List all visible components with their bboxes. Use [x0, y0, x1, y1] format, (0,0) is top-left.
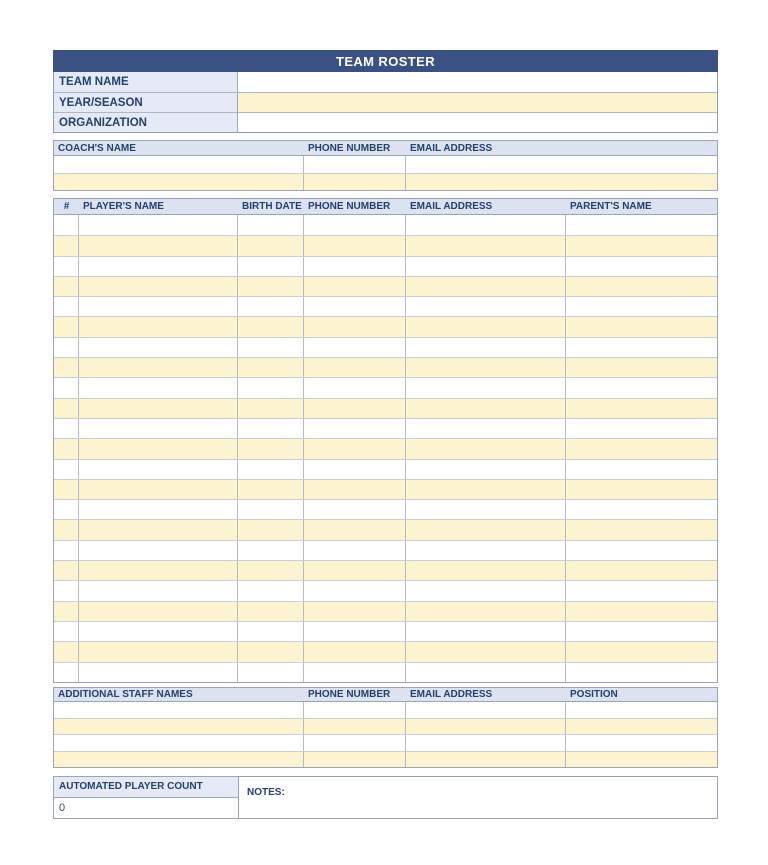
player-cell-parent-s-name[interactable]	[566, 297, 719, 316]
staff-cell-position[interactable]	[566, 735, 719, 750]
coach-cell-phone-number[interactable]	[304, 156, 406, 173]
player-cell-email-address[interactable]	[406, 317, 566, 336]
player-cell-email-address[interactable]	[406, 338, 566, 357]
player-cell-birth-date[interactable]	[238, 338, 304, 357]
player-cell-parent-s-name[interactable]	[566, 277, 719, 296]
player-cell-parent-s-name[interactable]	[566, 399, 719, 418]
staff-cell-additional-staff-names[interactable]	[54, 735, 304, 750]
player-cell-email-address[interactable]	[406, 500, 566, 519]
player-cell-parent-s-name[interactable]	[566, 215, 719, 235]
staff-cell-additional-staff-names[interactable]	[54, 702, 304, 718]
notes-label: NOTES:	[247, 786, 285, 798]
team-name-row	[54, 72, 717, 92]
player-cell-birth-date[interactable]	[238, 358, 304, 377]
player-cell-phone-number[interactable]	[304, 439, 406, 458]
player-cell-birth-date[interactable]	[238, 602, 304, 621]
player-cell-parent-s-name[interactable]	[566, 317, 719, 336]
player-cell-player-s-name[interactable]	[79, 419, 238, 438]
player-cell-birth-date[interactable]	[238, 541, 304, 560]
player-cell-parent-s-name[interactable]	[566, 338, 719, 357]
player-row	[54, 540, 717, 560]
player-cell-col0[interactable]	[54, 338, 79, 357]
player-cell-parent-s-name[interactable]	[566, 622, 719, 641]
player-row	[54, 519, 717, 539]
player-cell-birth-date[interactable]	[238, 215, 304, 235]
player-cell-birth-date[interactable]	[238, 663, 304, 682]
player-row	[54, 560, 717, 580]
player-row	[54, 580, 717, 600]
player-cell-birth-date[interactable]	[238, 419, 304, 438]
player-cell-email-address[interactable]	[406, 358, 566, 377]
staff-header-position: POSITION	[570, 688, 618, 700]
player-cell-email-address[interactable]	[406, 277, 566, 296]
player-cell-col0[interactable]	[54, 277, 79, 296]
player-cell-col0[interactable]	[54, 317, 79, 336]
player-row	[54, 377, 717, 397]
player-cell-email-address[interactable]	[406, 581, 566, 600]
year-season-input[interactable]	[238, 93, 717, 112]
player-cell-parent-s-name[interactable]	[566, 460, 719, 479]
player-cell-col0[interactable]	[54, 378, 79, 397]
player-cell-email-address[interactable]	[406, 520, 566, 539]
player-row	[54, 479, 717, 499]
coach-header-phone-number: PHONE NUMBER	[308, 142, 391, 154]
player-cell-col0[interactable]	[54, 297, 79, 316]
notes-cell[interactable]	[239, 777, 717, 818]
player-cell-player-s-name[interactable]	[79, 480, 238, 499]
coach-row	[54, 156, 717, 173]
player-cell-phone-number[interactable]	[304, 520, 406, 539]
staff-cell-phone-number[interactable]	[304, 719, 406, 734]
player-cell-birth-date[interactable]	[238, 520, 304, 539]
player-cell-phone-number[interactable]	[304, 378, 406, 397]
player-cell-col0[interactable]	[54, 581, 79, 600]
player-header-birth-date: BIRTH DATE	[242, 201, 302, 212]
player-cell-col0[interactable]	[54, 622, 79, 641]
staff-row	[54, 734, 717, 750]
player-header-row	[54, 199, 717, 215]
player-table	[53, 198, 718, 683]
organization-label: ORGANIZATION	[54, 113, 238, 132]
player-cell-email-address[interactable]	[406, 439, 566, 458]
player-header-email-address: EMAIL ADDRESS	[410, 201, 493, 212]
player-cell-phone-number[interactable]	[304, 460, 406, 479]
sheet-title: TEAM ROSTER	[335, 53, 435, 69]
staff-header-email-address: EMAIL ADDRESS	[410, 688, 493, 700]
player-cell-player-s-name[interactable]	[79, 520, 238, 539]
player-cell-col0[interactable]	[54, 480, 79, 499]
coach-cell-email-address[interactable]	[406, 174, 719, 190]
player-cell-email-address[interactable]	[406, 480, 566, 499]
staff-cell-email-address[interactable]	[406, 719, 566, 734]
player-cell-birth-date[interactable]	[238, 257, 304, 276]
player-cell-parent-s-name[interactable]	[566, 419, 719, 438]
player-cell-parent-s-name[interactable]	[566, 663, 719, 682]
player-cell-col0[interactable]	[54, 419, 79, 438]
player-cell-birth-date[interactable]	[238, 622, 304, 641]
player-row	[54, 215, 717, 235]
player-header-player-s-name: PLAYER'S NAME	[83, 201, 164, 212]
coach-row	[54, 173, 717, 190]
coach-header-row	[54, 141, 717, 156]
player-cell-player-s-name[interactable]	[79, 561, 238, 580]
player-cell-email-address[interactable]	[406, 399, 566, 418]
player-row	[54, 641, 717, 661]
player-cell-email-address[interactable]	[406, 297, 566, 316]
player-cell-phone-number[interactable]	[304, 358, 406, 377]
staff-header-row	[54, 688, 717, 702]
player-cell-email-address[interactable]	[406, 541, 566, 560]
staff-cell-phone-number[interactable]	[304, 702, 406, 718]
player-cell-birth-date[interactable]	[238, 236, 304, 255]
organization-input[interactable]	[238, 113, 717, 132]
player-cell-email-address[interactable]	[406, 642, 566, 661]
player-cell-col0[interactable]	[54, 460, 79, 479]
player-cell-col0[interactable]	[54, 520, 79, 539]
player-cell-player-s-name[interactable]	[79, 338, 238, 357]
player-cell-birth-date[interactable]	[238, 581, 304, 600]
player-cell-player-s-name[interactable]	[79, 439, 238, 458]
player-row	[54, 235, 717, 255]
player-cell-col0[interactable]	[54, 236, 79, 255]
player-cell-phone-number[interactable]	[304, 236, 406, 255]
player-cell-parent-s-name[interactable]	[566, 561, 719, 580]
player-cell-email-address[interactable]	[406, 419, 566, 438]
player-cell-col0[interactable]	[54, 399, 79, 418]
player-cell-col0[interactable]	[54, 602, 79, 621]
player-cell-player-s-name[interactable]	[79, 500, 238, 519]
player-cell-parent-s-name[interactable]	[566, 257, 719, 276]
team-info-section	[53, 72, 718, 133]
player-cell-col0[interactable]	[54, 663, 79, 682]
player-cell-birth-date[interactable]	[238, 500, 304, 519]
player-cell-phone-number[interactable]	[304, 561, 406, 580]
player-cell-parent-s-name[interactable]	[566, 581, 719, 600]
player-cell-col0[interactable]	[54, 358, 79, 377]
player-cell-col0[interactable]	[54, 257, 79, 276]
player-cell-parent-s-name[interactable]	[566, 500, 719, 519]
player-cell-email-address[interactable]	[406, 622, 566, 641]
player-row	[54, 357, 717, 377]
player-cell-player-s-name[interactable]	[79, 581, 238, 600]
player-cell-parent-s-name[interactable]	[566, 236, 719, 255]
player-cell-email-address[interactable]	[406, 378, 566, 397]
player-cell-col0[interactable]	[54, 561, 79, 580]
team-name-label: TEAM NAME	[54, 72, 238, 92]
player-cell-phone-number[interactable]	[304, 500, 406, 519]
player-row	[54, 296, 717, 316]
coach-table	[53, 140, 718, 191]
staff-cell-email-address[interactable]	[406, 702, 566, 718]
year-season-row	[54, 92, 717, 112]
automated-player-count-label: AUTOMATED PLAYER COUNT	[54, 777, 238, 798]
player-cell-phone-number[interactable]	[304, 338, 406, 357]
staff-cell-position[interactable]	[566, 719, 719, 734]
coach-header-coach-s-name: COACH'S NAME	[58, 142, 136, 154]
player-cell-phone-number[interactable]	[304, 581, 406, 600]
player-cell-phone-number[interactable]	[304, 215, 406, 235]
player-cell-email-address[interactable]	[406, 460, 566, 479]
player-cell-col0[interactable]	[54, 439, 79, 458]
player-cell-phone-number[interactable]	[304, 663, 406, 682]
staff-cell-additional-staff-names[interactable]	[54, 719, 304, 734]
player-cell-phone-number[interactable]	[304, 480, 406, 499]
player-cell-phone-number[interactable]	[304, 297, 406, 316]
player-cell-birth-date[interactable]	[238, 460, 304, 479]
player-cell-email-address[interactable]	[406, 663, 566, 682]
coach-header-email-address: EMAIL ADDRESS	[410, 142, 493, 154]
player-header-col0: #	[63, 201, 70, 212]
player-cell-player-s-name[interactable]	[79, 277, 238, 296]
player-cell-player-s-name[interactable]	[79, 257, 238, 276]
player-cell-phone-number[interactable]	[304, 541, 406, 560]
player-row	[54, 438, 717, 458]
player-cell-player-s-name[interactable]	[79, 622, 238, 641]
player-cell-col0[interactable]	[54, 642, 79, 661]
player-cell-phone-number[interactable]	[304, 317, 406, 336]
player-cell-player-s-name[interactable]	[79, 602, 238, 621]
year-season-label: YEAR/SEASON	[54, 93, 238, 112]
player-row	[54, 337, 717, 357]
player-cell-birth-date[interactable]	[238, 277, 304, 296]
player-cell-parent-s-name[interactable]	[566, 642, 719, 661]
player-cell-player-s-name[interactable]	[79, 378, 238, 397]
player-cell-player-s-name[interactable]	[79, 460, 238, 479]
player-cell-birth-date[interactable]	[238, 399, 304, 418]
player-cell-birth-date[interactable]	[238, 439, 304, 458]
player-cell-parent-s-name[interactable]	[566, 439, 719, 458]
player-cell-birth-date[interactable]	[238, 561, 304, 580]
staff-row	[54, 702, 717, 718]
player-cell-parent-s-name[interactable]	[566, 602, 719, 621]
player-cell-player-s-name[interactable]	[79, 297, 238, 316]
player-cell-phone-number[interactable]	[304, 399, 406, 418]
player-cell-phone-number[interactable]	[304, 602, 406, 621]
player-cell-birth-date[interactable]	[238, 317, 304, 336]
player-row	[54, 276, 717, 296]
player-row	[54, 601, 717, 621]
automated-player-count-value: 0	[54, 798, 238, 818]
player-cell-email-address[interactable]	[406, 561, 566, 580]
player-cell-email-address[interactable]	[406, 215, 566, 235]
player-row	[54, 459, 717, 479]
player-row	[54, 662, 717, 682]
player-cell-player-s-name[interactable]	[79, 663, 238, 682]
player-cell-phone-number[interactable]	[304, 419, 406, 438]
player-row	[54, 316, 717, 336]
staff-row	[54, 751, 717, 767]
player-cell-player-s-name[interactable]	[79, 399, 238, 418]
player-row	[54, 418, 717, 438]
staff-row	[54, 718, 717, 734]
player-cell-player-s-name[interactable]	[79, 541, 238, 560]
player-cell-player-s-name[interactable]	[79, 236, 238, 255]
coach-cell-coach-s-name[interactable]	[54, 156, 304, 173]
player-cell-col0[interactable]	[54, 541, 79, 560]
staff-cell-phone-number[interactable]	[304, 735, 406, 750]
player-cell-birth-date[interactable]	[238, 642, 304, 661]
coach-cell-coach-s-name[interactable]	[54, 174, 304, 190]
coach-cell-email-address[interactable]	[406, 156, 719, 173]
player-cell-col0[interactable]	[54, 500, 79, 519]
staff-cell-email-address[interactable]	[406, 752, 566, 767]
player-header-phone-number: PHONE NUMBER	[308, 201, 391, 212]
player-row	[54, 398, 717, 418]
footer-section	[53, 776, 718, 819]
player-cell-player-s-name[interactable]	[79, 358, 238, 377]
player-cell-email-address[interactable]	[406, 602, 566, 621]
staff-table	[53, 687, 718, 768]
automated-player-count-block	[54, 777, 239, 818]
staff-cell-additional-staff-names[interactable]	[54, 752, 304, 767]
organization-row	[54, 112, 717, 132]
player-cell-parent-s-name[interactable]	[566, 378, 719, 397]
player-cell-birth-date[interactable]	[238, 480, 304, 499]
player-row	[54, 499, 717, 519]
player-cell-birth-date[interactable]	[238, 378, 304, 397]
player-cell-parent-s-name[interactable]	[566, 358, 719, 377]
player-cell-col0[interactable]	[54, 215, 79, 235]
player-cell-player-s-name[interactable]	[79, 215, 238, 235]
player-cell-birth-date[interactable]	[238, 297, 304, 316]
player-cell-parent-s-name[interactable]	[566, 480, 719, 499]
player-cell-phone-number[interactable]	[304, 257, 406, 276]
player-header-parent-s-name: PARENT'S NAME	[570, 201, 652, 212]
staff-header-phone-number: PHONE NUMBER	[308, 688, 391, 700]
team-roster-sheet	[53, 50, 718, 819]
sheet-title-bar	[53, 50, 718, 72]
player-cell-parent-s-name[interactable]	[566, 520, 719, 539]
staff-cell-email-address[interactable]	[406, 735, 566, 750]
player-row	[54, 256, 717, 276]
player-cell-player-s-name[interactable]	[79, 642, 238, 661]
player-row	[54, 621, 717, 641]
staff-cell-phone-number[interactable]	[304, 752, 406, 767]
staff-cell-position[interactable]	[566, 752, 719, 767]
player-cell-phone-number[interactable]	[304, 642, 406, 661]
player-cell-phone-number[interactable]	[304, 277, 406, 296]
player-cell-parent-s-name[interactable]	[566, 541, 719, 560]
player-cell-email-address[interactable]	[406, 236, 566, 255]
team-name-input[interactable]	[238, 72, 717, 92]
player-cell-email-address[interactable]	[406, 257, 566, 276]
player-cell-player-s-name[interactable]	[79, 317, 238, 336]
staff-cell-position[interactable]	[566, 702, 719, 718]
player-cell-phone-number[interactable]	[304, 622, 406, 641]
coach-cell-phone-number[interactable]	[304, 174, 406, 190]
staff-header-additional-staff-names: ADDITIONAL STAFF NAMES	[58, 688, 193, 700]
